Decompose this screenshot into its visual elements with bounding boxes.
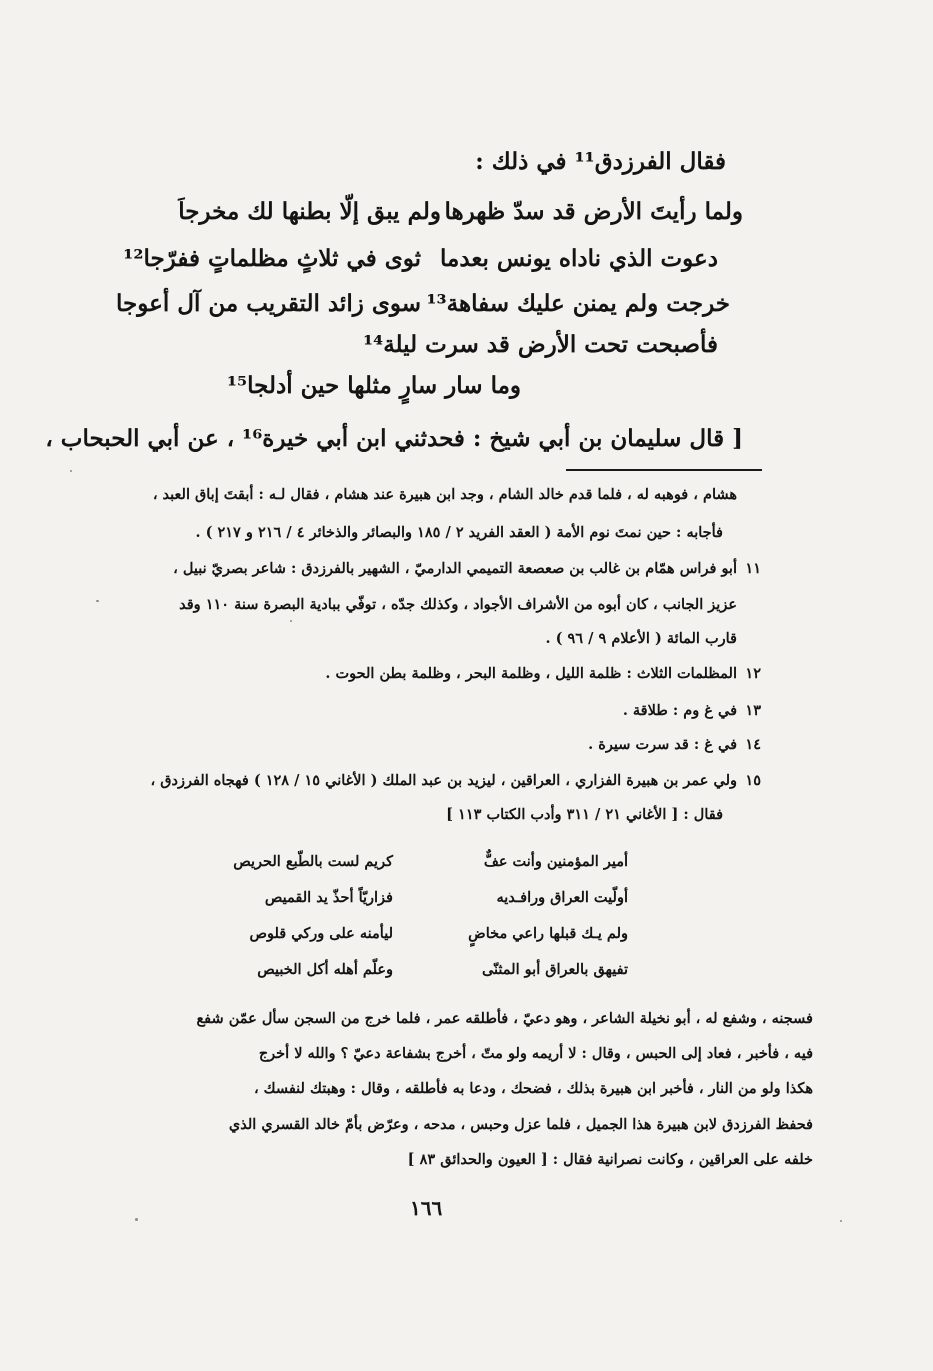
verse-5-single: وما سار سارٍ مثلها حين أدلجا¹⁵ — [226, 372, 521, 399]
footnote-number: ١٣ — [745, 702, 761, 719]
verse-3-left: سوى زائد التقريب من آل أعوجا — [116, 290, 421, 317]
scan-speck — [840, 1220, 842, 1222]
footnote-verse-1-left: كريم لست بالطّبع الحريص — [233, 853, 393, 870]
verse-3-right: خرجت ولم يمنن عليك سفاهة¹³ — [426, 290, 730, 317]
footnote-number: ١٤ — [745, 736, 761, 753]
scan-speck — [135, 1218, 138, 1221]
page-number: ١٦٦ — [410, 1196, 443, 1220]
footnote-verse-1-right: أمير المؤمنين وأنت عفٌّ — [483, 853, 628, 870]
footnote-15-line: ولي عمر بن هبيرة الفزاري ، العراقين ، ليزيد بن عبد الملك ( الأغاني ١٥ / ١٢٨ ) فهجاه الفرزدق ، — [150, 772, 737, 789]
footnote-continuation-line: هشام ، فوهبه له ، فلما قدم خالد الشام ، وجد ابن هبيرة عند هشام ، فقال لـه : أبقتَ إباق العبد ، — [152, 486, 737, 503]
footnote-paragraph-line: فسجنه ، وشفع له ، أبو نخيلة الشاعر ، وهو دعيّ ، فأطلقه عمر ، فلما خرج من السجن سأل عمّن شفع — [196, 1010, 813, 1027]
footnote-13: في غ وم : طلاقة . — [622, 702, 737, 719]
footnote-continuation-line: فأجابه : حين نمتَ نوم الأمة ( العقد الفريد ٢ / ١٨٥ والبصائر والذخائر ٤ / ٢١٦ و ٢١٧ ) . — [195, 524, 723, 541]
bracket-line: [ قال سليمان بن أبي شيخ : فحدثني ابن أبي خيرة¹⁶ ، عن أبي الحبحاب ، — [45, 425, 743, 452]
footnote-verse-2-left: فزاريّاً أحذّ يد القميص — [264, 889, 393, 906]
footnote-11-line: قارب المائة ( الأعلام ٩ / ٩٦ ) . — [545, 630, 737, 647]
footnote-verse-3-right: ولم يـك قبلها راعي مخاضٍ — [468, 925, 628, 942]
scan-speck — [290, 620, 292, 622]
footnote-11-line: عزيز الجانب ، كان أبوه من الأشراف الأجواد ، وكذلك جدّه ، توفّي ببادية البصرة سنة ١١٠ وقد — [179, 596, 737, 613]
verse-1-right: ولما رأيتَ الأرض قد سدّ ظهرها — [444, 198, 743, 225]
footnote-12: المظلمات الثلاث : ظلمة الليل ، وظلمة البحر ، وظلمة بطن الحوت . — [325, 665, 737, 682]
footnote-verse-4-right: تفيهق بالعراق أبو المثنّى — [481, 961, 628, 978]
verse-2-left: ثوى في ثلاثٍ مظلماتٍ ففرّجا¹² — [123, 245, 421, 272]
footnote-14: في غ : قد سرت سيرة . — [588, 736, 737, 753]
scan-speck — [96, 600, 99, 602]
footnote-separator — [566, 469, 762, 471]
footnote-paragraph-line: فيه ، فأخبر ، فعاد إلى الحبس ، وقال : لا أريمه ولو متّ ، أخرج بشفاعة دعيّ ؟ والله لا أخرج — [258, 1045, 813, 1062]
footnote-verse-2-right: أولّيت العراق ورافـديه — [496, 889, 628, 906]
verse-4-single: فأصبحت تحت الأرض قد سرت ليلة¹⁴ — [363, 331, 718, 358]
footnote-verse-4-left: وعلّم أهله أكل الخبيص — [257, 961, 393, 978]
poem-intro: فقال الفرزدق¹¹ في ذلك : — [475, 148, 726, 175]
footnote-11-line: أبو فراس همّام بن غالب بن صعصعة التميمي الدارميّ ، الشهير بالفرزدق : شاعر بصريّ نبيل ، — [173, 560, 737, 577]
footnote-15-line: فقال : [ الأغاني ٢١ / ٣١١ وأدب الكتاب ١١٣ ] — [446, 806, 723, 823]
footnote-paragraph-line: هكذا ولو من النار ، فأخبر ابن هبيرة بذلك ، فضحك ، ودعا به فأطلقه ، وقال : وهبتك لنفسك ، — [253, 1080, 813, 1097]
footnote-verse-3-left: ليأمنه على وركي قلوص — [249, 925, 393, 942]
footnote-number: ١٥ — [745, 772, 761, 789]
footnote-number: ١٢ — [745, 665, 761, 682]
footnote-number: ١١ — [745, 560, 761, 577]
scan-speck — [70, 470, 72, 472]
footnote-paragraph-line: فحفظ الفرزدق لابن هبيرة هذا الجميل ، فلما عزل وحبس ، مدحه ، وعرّض بأمّ خالد القسري الذي — [228, 1116, 813, 1133]
verse-2-right: دعوت الذي ناداه يونس بعدما — [440, 245, 718, 272]
verse-1-left: ولم يبق إلّا بطنها لك مخرجاَ — [178, 198, 441, 225]
footnote-paragraph-line: خلفه على العراقين ، وكانت نصرانية فقال : [ العيون والحدائق ٨٣ ] — [407, 1151, 813, 1168]
